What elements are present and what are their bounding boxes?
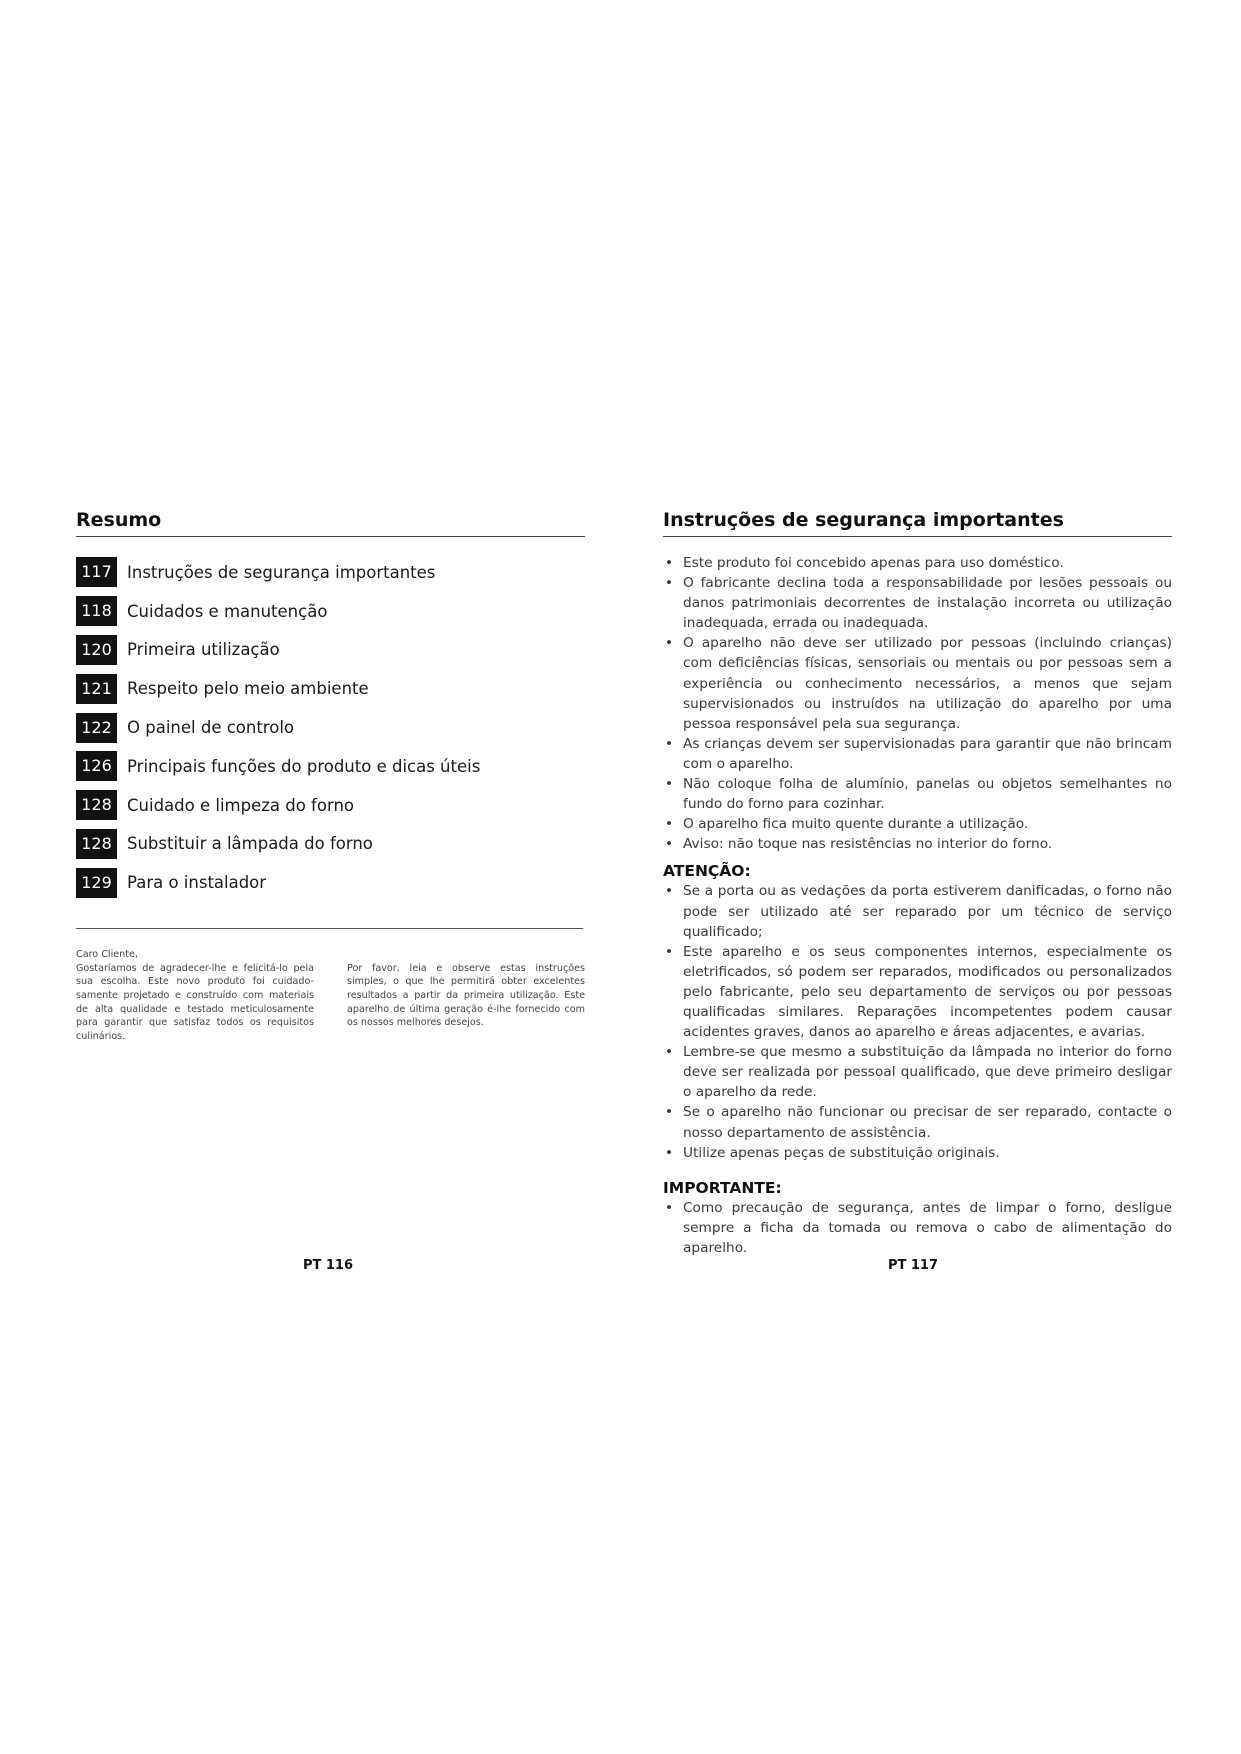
toc-divider <box>76 928 583 929</box>
toc-page-number: 126 <box>76 751 117 781</box>
list-item: • Este produto foi concebido apenas para uso doméstico. <box>663 553 1172 573</box>
customer-letter <box>76 948 585 1043</box>
list-item: • Lembre-se que mesmo a substituição da lâmpada no interior do forno deve ser realizada por pessoal qualificado, que deve primeiro desligar o aparelho da rede. <box>663 1042 1172 1102</box>
list-item: • Aviso: não toque nas resistências no interior do forno. <box>663 834 1172 854</box>
toc-item[interactable] <box>76 825 585 864</box>
toc-label: Substituir a lâmpada do forno <box>127 834 373 854</box>
toc-label: Respeito pelo meio ambiente <box>127 679 369 699</box>
summary-heading: Resumo <box>76 509 162 531</box>
page-number-left: PT 116 <box>302 1258 354 1273</box>
toc-label: O painel de controlo <box>127 718 294 738</box>
toc-page-number: 128 <box>76 829 117 859</box>
general-safety-list <box>663 553 1172 854</box>
toc-label: Cuidado e limpeza do forno <box>127 795 355 815</box>
list-item: • As crianças devem ser supervisionadas para garantir que não brincam com o aparelho. <box>663 734 1172 774</box>
toc-item[interactable] <box>76 631 585 670</box>
important-heading: IMPORTANTE: <box>663 1178 782 1197</box>
list-item: • Se a porta ou as vedações da porta estiverem danificadas, o forno não pode ser utilizado até ser reparado por um técnico de serviço qualificado; <box>663 881 1172 941</box>
list-item: • Como precaução de segurança, antes de limpar o forno, desligue sempre a ficha da tomada ou remova o cabo de alimentação do aparelho. <box>663 1198 1172 1258</box>
safety-heading-rule <box>663 536 1172 537</box>
left-page <box>76 500 585 1043</box>
toc-item[interactable] <box>76 592 585 631</box>
page-number-right: PT 117 <box>887 1258 939 1273</box>
toc-page-number: 128 <box>76 790 117 820</box>
list-item: • Se o aparelho não funcionar ou precisar de ser reparado, contacte o nosso departamento de assistência. <box>663 1102 1172 1142</box>
toc-page-number: 118 <box>76 596 117 626</box>
letter-paragraph: Por favor, leia e observe estas instruções simples, o que lhe permitirá obter excelentes resultados a partir da primeira utilização. Este aparelho de última geração é-lhe fornecido com os nossos melhores desejos. <box>347 962 585 1029</box>
toc-item[interactable] <box>76 786 585 825</box>
toc-page-number: 121 <box>76 674 117 704</box>
right-page <box>663 500 1172 1258</box>
list-item: • O fabricante declina toda a responsabilidade por lesões pessoais ou danos patrimoniais decorrentes de instalação incorreta ou utilização inadequada, errada ou inadequada. <box>663 573 1172 633</box>
toc-page-number: 117 <box>76 557 117 587</box>
list-item: • O aparelho fica muito quente durante a utilização. <box>663 814 1172 834</box>
letter-greeting: Caro Cliente, <box>76 949 138 961</box>
toc-item[interactable] <box>76 708 585 747</box>
table-of-contents <box>76 553 585 902</box>
letter-paragraph: Gostaríamos de agradecer-lhe e felicitá-lo pela sua escolha. Este novo produto foi cuidado-samente projetado e construído com materiais de alta qualidade e testado meticulosamente para garantir que satisfaz todos os requisitos culinários. <box>76 962 314 1042</box>
toc-page-number: 120 <box>76 635 117 665</box>
toc-item[interactable] <box>76 553 585 592</box>
letter-column-right <box>347 948 585 1043</box>
letter-greeting-spacer <box>347 948 585 962</box>
toc-label: Primeira utilização <box>127 640 280 660</box>
warning-heading: ATENÇÃO: <box>663 862 751 881</box>
letter-column-left <box>76 948 314 1043</box>
list-item: • Utilize apenas peças de substituição originais. <box>663 1143 1172 1163</box>
toc-item[interactable] <box>76 669 585 708</box>
safety-heading: Instruções de segurança importantes <box>663 509 1064 531</box>
toc-page-number: 129 <box>76 868 117 898</box>
toc-page-number: 122 <box>76 713 117 743</box>
toc-label: Principais funções do produto e dicas úteis <box>127 756 481 776</box>
important-list <box>663 1198 1172 1258</box>
toc-label: Cuidados e manutenção <box>127 601 328 621</box>
list-item: • Não coloque folha de alumínio, panelas ou objetos semelhantes no fundo do forno para cozinhar. <box>663 774 1172 814</box>
list-item: • Este aparelho e os seus componentes internos, especialmente os eletrificados, só podem ser reparados, modificados ou personalizados pelo fabricante, pelo seu departamento de serviços ou por pessoas qualificadas similares. Reparações incompetentes podem causar acidentes graves, danos ao aparelho e áreas adjacentes, e avarias. <box>663 942 1172 1042</box>
list-item: • O aparelho não deve ser utilizado por pessoas (incluindo crianças) com deficiências físicas, sensoriais ou mentais ou por pessoas sem a experiência ou conhecimento necessários, a menos que sejam supervisionados ou instruídos na utilização do aparelho por uma pessoa responsável pela sua segurança. <box>663 633 1172 733</box>
toc-item[interactable] <box>76 863 585 902</box>
summary-heading-rule <box>76 536 585 537</box>
toc-label: Para o instalador <box>127 873 267 893</box>
toc-item[interactable] <box>76 747 585 786</box>
warning-list <box>663 881 1172 1162</box>
toc-label: Instruções de segurança importantes <box>127 562 436 582</box>
